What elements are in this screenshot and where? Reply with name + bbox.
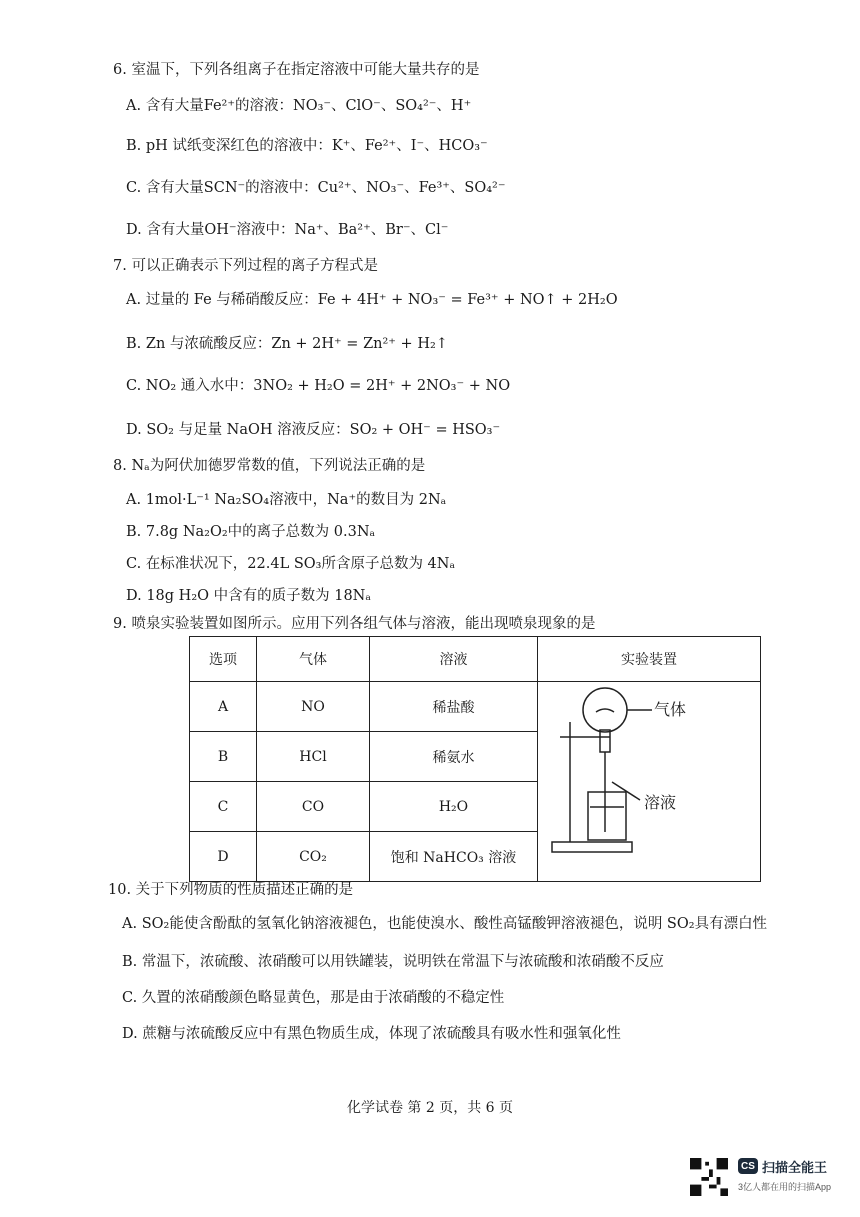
stand-base bbox=[552, 842, 632, 852]
q8-option-a: A. 1mol·L⁻¹ Na₂SO₄溶液中，Na⁺的数目为 2Nₐ bbox=[126, 492, 447, 508]
scanner-badge bbox=[738, 1158, 828, 1174]
q7-option-b: B. Zn 与浓硫酸反应：Zn + 2H⁺ = Zn²⁺ + H₂↑ bbox=[126, 336, 448, 352]
q7-option-c: C. NO₂ 通入水中：3NO₂ + H₂O = 2H⁺ + 2NO₃⁻ + NO bbox=[126, 378, 511, 394]
table-cell: 饱和 NaHCO₃ 溶液 bbox=[370, 832, 538, 882]
flask-liquid bbox=[596, 709, 614, 712]
table-cell: CO bbox=[257, 782, 370, 832]
q10-stem: 10. 关于下列物质的性质描述正确的是 bbox=[108, 882, 354, 898]
q10-option-b: B. 常温下，浓硫酸、浓硝酸可以用铁罐装，说明铁在常温下与浓硫酸和浓硝酸不反应 bbox=[122, 954, 664, 970]
q6-option-d: D. 含有大量OH⁻溶液中：Na⁺、Ba²⁺、Br⁻、Cl⁻ bbox=[126, 222, 449, 238]
q6-option-a: A. 含有大量Fe²⁺的溶液：NO₃⁻、ClO⁻、SO₄²⁻、H⁺ bbox=[126, 98, 472, 114]
table-cell: 稀盐酸 bbox=[370, 682, 538, 732]
table-cell: H₂O bbox=[370, 782, 538, 832]
q7-stem: 7. 可以正确表示下列过程的离子方程式是 bbox=[113, 258, 378, 274]
round-flask bbox=[583, 688, 627, 732]
scanner-name: 扫描全能王 bbox=[762, 1159, 828, 1175]
beaker bbox=[588, 792, 626, 840]
table-cell: CO₂ bbox=[257, 832, 370, 882]
table-cell: HCl bbox=[257, 732, 370, 782]
q7-option-d: D. SO₂ 与足量 NaOH 溶液反应：SO₂ + OH⁻ = HSO₃⁻ bbox=[126, 422, 501, 438]
q9-stem: 9. 喷泉实验装置如图所示。应用下列各组气体与溶液，能出现喷泉现象的是 bbox=[113, 616, 596, 632]
flask-neck bbox=[600, 730, 610, 752]
q8-stem: 8. Nₐ为阿伏加德罗常数的值，下列说法正确的是 bbox=[113, 458, 426, 474]
table-header-apparatus: 实验装置 bbox=[538, 637, 761, 682]
table-cell: NO bbox=[257, 682, 370, 732]
label-gas: 气体 bbox=[654, 700, 687, 719]
q6-option-c: C. 含有大量SCN⁻的溶液中：Cu²⁺、NO₃⁻、Fe³⁺、SO₄²⁻ bbox=[126, 180, 506, 196]
q6-stem: 6. 室温下，下列各组离子在指定溶液中可能大量共存的是 bbox=[113, 62, 480, 78]
table-cell: B bbox=[190, 732, 257, 782]
q10-option-a: A. SO₂能使含酚酞的氢氧化钠溶液褪色，也能使溴水、酸性高锰酸钾溶液褪色，说明 SO₂具有漂白性 bbox=[122, 916, 768, 932]
q7-option-a: A. 过量的 Fe 与稀硝酸反应：Fe + 4H⁺ + NO₃⁻ = Fe³⁺ + NO↑ + 2H₂O bbox=[126, 292, 618, 308]
table-cell: 稀氨水 bbox=[370, 732, 538, 782]
q10-option-d: D. 蔗糖与浓硫酸反应中有黑色物质生成，体现了浓硫酸具有吸水性和强氧化性 bbox=[122, 1026, 621, 1042]
table-header-solution: 溶液 bbox=[370, 637, 538, 682]
cs-logo-icon: CS bbox=[738, 1158, 758, 1174]
q8-option-d: D. 18g H₂O 中含有的质子数为 18Nₐ bbox=[126, 588, 371, 604]
fountain-apparatus-diagram bbox=[540, 682, 740, 862]
q8-option-b: B. 7.8g Na₂O₂中的离子总数为 0.3Nₐ bbox=[126, 524, 376, 540]
table-cell: D bbox=[190, 832, 257, 882]
q10-option-c: C. 久置的浓硝酸颜色略显黄色，那是由于浓硝酸的不稳定性 bbox=[122, 990, 505, 1006]
q6-option-b: B. pH 试纸变深红色的溶液中：K⁺、Fe²⁺、I⁻、HCO₃⁻ bbox=[126, 138, 488, 154]
page-footer: 化学试卷 第 2 页，共 6 页 bbox=[346, 1100, 514, 1116]
q8-option-c: C. 在标准状况下，22.4L SO₃所含原子总数为 4Nₐ bbox=[126, 556, 456, 572]
table-header-gas: 气体 bbox=[257, 637, 370, 682]
table-header-option: 选项 bbox=[190, 637, 257, 682]
scanner-tagline: 3亿人都在用的扫描App bbox=[738, 1182, 832, 1192]
table-cell: C bbox=[190, 782, 257, 832]
label-solution: 溶液 bbox=[644, 793, 677, 812]
qr-code-icon bbox=[690, 1158, 728, 1196]
table-cell: A bbox=[190, 682, 257, 732]
